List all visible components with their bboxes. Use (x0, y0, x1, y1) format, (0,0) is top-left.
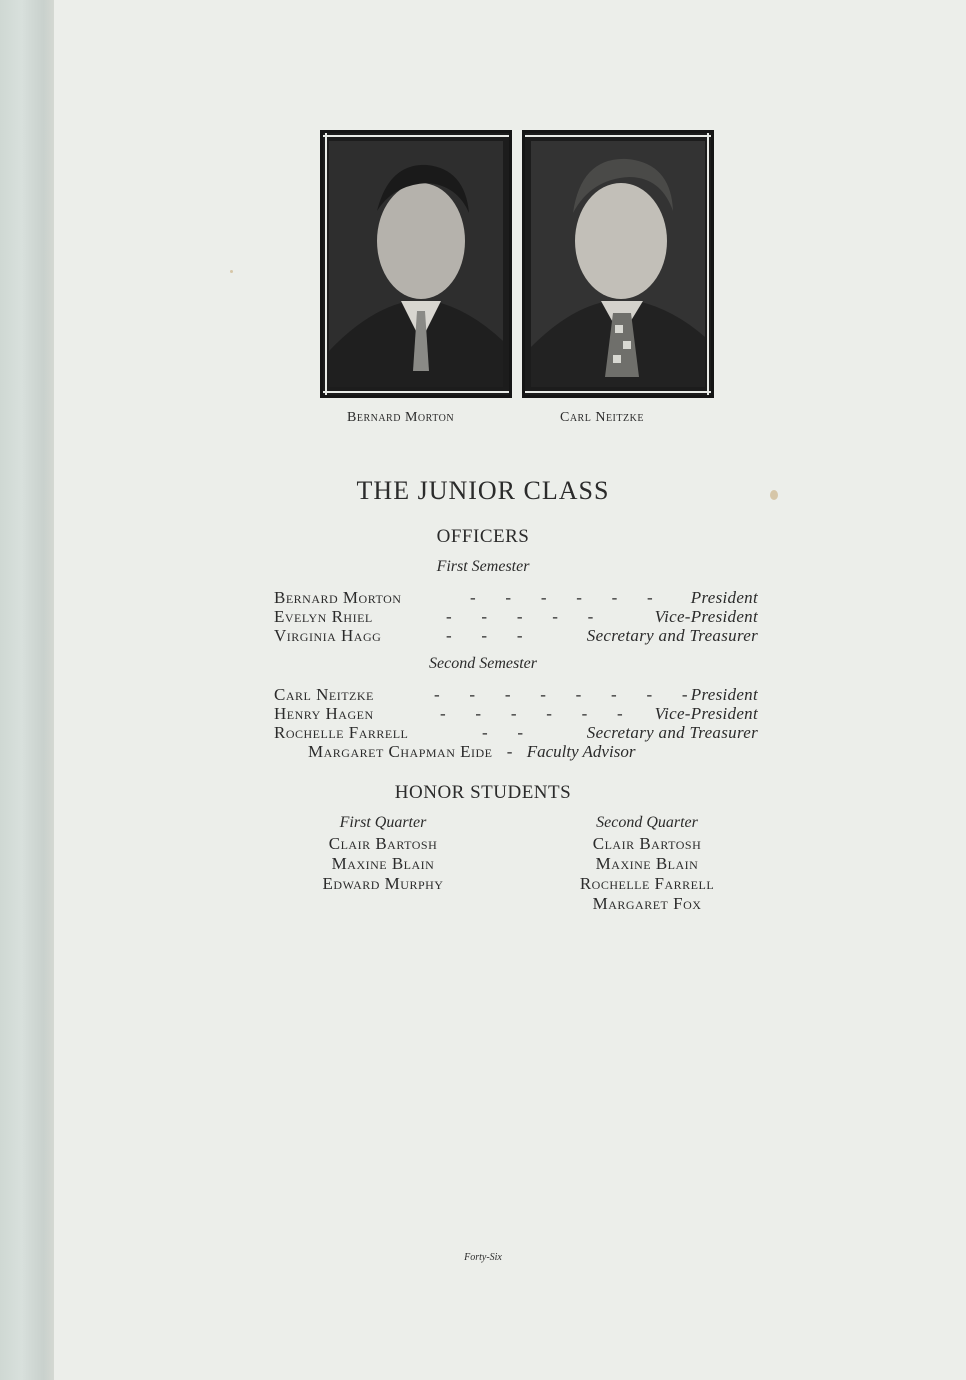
leader-dashes: - - - - - - (440, 704, 623, 723)
officers-heading: OFFICERS (436, 526, 530, 547)
officer-role: Vice-President (654, 704, 758, 723)
paper-speck (230, 270, 233, 273)
portrait-image-right (531, 141, 705, 387)
honor-student: Clair Bartosh (592, 834, 702, 853)
officer-row (274, 704, 758, 724)
portrait-caption-left: Bernard Morton (347, 410, 455, 425)
officer-role: President (690, 588, 758, 607)
officer-name: Henry Hagen (274, 704, 374, 723)
honor-student: Margaret Fox (592, 894, 702, 913)
officer-role: President (690, 685, 758, 704)
page-binding-edge (0, 0, 54, 1380)
officer-row (274, 626, 758, 646)
honor-student: Maxine Blain (595, 854, 699, 873)
honor-student: Clair Bartosh (328, 834, 438, 853)
honor-student: Edward Murphy (322, 874, 444, 893)
officer-name: Virginia Hagg (274, 626, 382, 645)
portrait-image-left (329, 141, 503, 387)
second-quarter-label: Second Quarter (596, 814, 698, 831)
leader-dashes: - - - - - (446, 607, 594, 626)
leader-dashes: - - (482, 723, 524, 742)
officer-row (274, 685, 758, 705)
honor-students-heading: HONOR STUDENTS (394, 782, 572, 803)
second-semester-label: Second Semester (429, 655, 537, 672)
portrait-bernard-morton (320, 130, 512, 398)
leader-dash: - (506, 742, 513, 761)
officer-name: Rochelle Farrell (274, 723, 409, 742)
faculty-advisor-row (308, 742, 635, 762)
leader-dashes: - - - (446, 626, 523, 645)
first-quarter-column (290, 814, 476, 894)
officer-portraits (320, 130, 714, 398)
honor-student: Maxine Blain (331, 854, 435, 873)
page-title: THE JUNIOR CLASS (356, 476, 610, 505)
advisor-role: Faculty Advisor (526, 742, 636, 761)
officer-row (274, 723, 758, 743)
officer-name: Bernard Morton (274, 588, 402, 607)
honor-student: Rochelle Farrell (579, 874, 715, 893)
first-quarter-label: First Quarter (339, 814, 427, 831)
officer-role: Vice-President (654, 607, 758, 626)
officer-row (274, 607, 758, 627)
leader-dashes: - - - - - - - - (434, 685, 688, 704)
advisor-name: Margaret Chapman Eide (308, 742, 493, 761)
page-number: Forty-Six (464, 1252, 502, 1263)
officer-name: Evelyn Rhiel (274, 607, 373, 626)
officer-name: Carl Neitzke (274, 685, 374, 704)
officer-role: Secretary and Treasurer (586, 723, 758, 742)
officer-role: Secretary and Treasurer (586, 626, 758, 645)
portrait-carl-neitzke (522, 130, 714, 398)
officer-row (274, 588, 758, 608)
first-semester-label: First Semester (436, 558, 530, 575)
portrait-caption-right: Carl Neitzke (560, 410, 644, 425)
leader-dashes: - - - - - - (470, 588, 653, 607)
second-quarter-column (544, 814, 750, 914)
